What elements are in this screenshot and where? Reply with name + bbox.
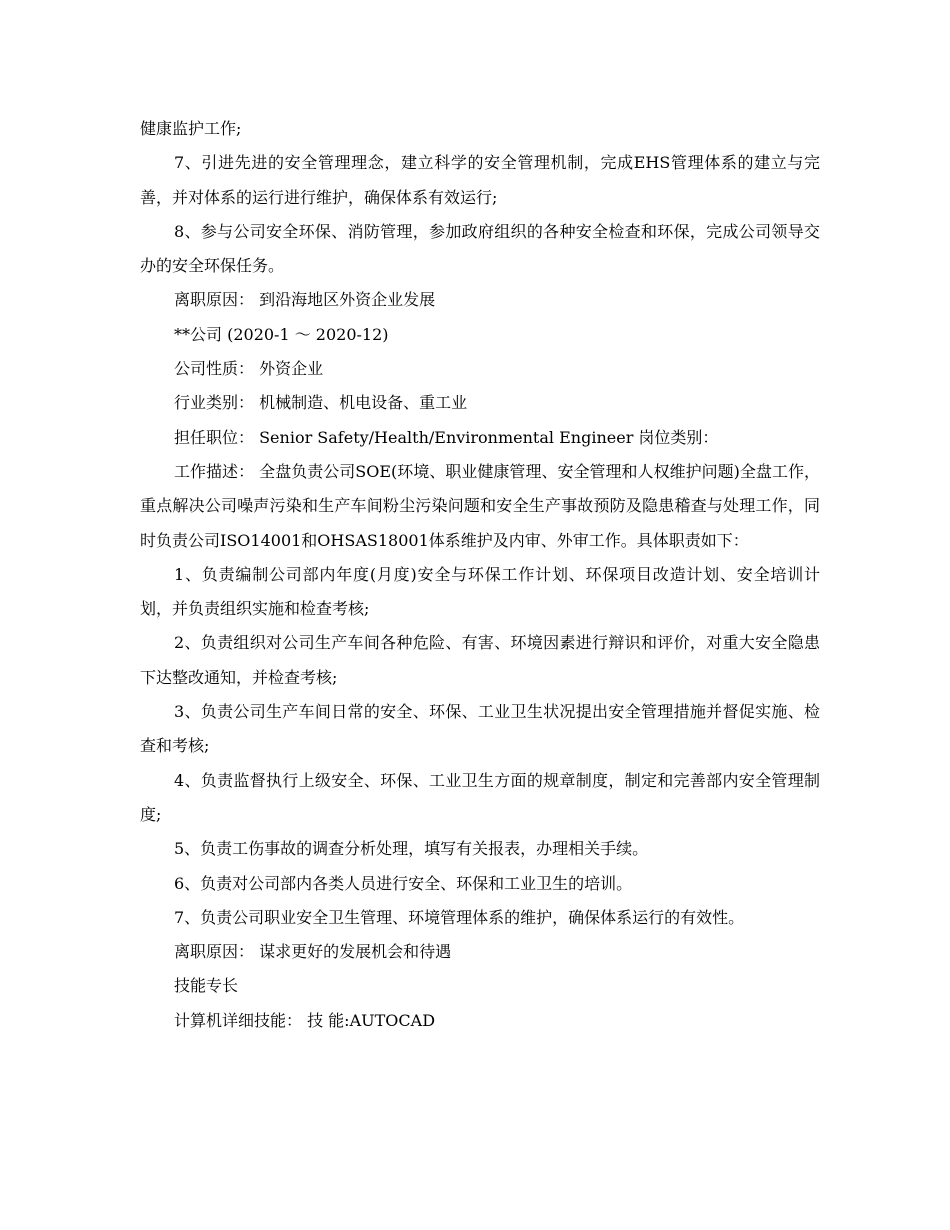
responsibility-3: 3、负责公司生产车间日常的安全、环保、工业卫生状况提出安全管理措施并督促实施、检查和考核; <box>140 702 820 756</box>
leave-reason-1: 离职原因： 到沿海地区外资企业发展 <box>174 290 436 310</box>
responsibility-1: 1、负责编制公司部内年度(月度)安全与环保工作计划、环保项目改造计划、安全培训计划，并负责组织实施和检查考核; <box>140 564 820 619</box>
paragraph-duty-8-fire-safety: 8、参与公司安全环保、消防管理，参加政府组织的各种安全检查和环保，完成公司领导交办的安全环保任务。 <box>140 221 820 276</box>
responsibility-5: 5、负责工伤事故的调查分析处理，填写有关报表，办理相关手续。 <box>174 839 649 859</box>
document-body <box>140 112 820 1038</box>
responsibility-7: 7、负责公司职业安全卫生管理、环境管理体系的维护，确保体系运行的有效性。 <box>174 907 745 927</box>
responsibility-2: 2、负责组织对公司生产车间各种危险、有害、环境因素进行辩识和评价，对重大安全隐患下达整改通知，并检查考核; <box>140 633 820 687</box>
industry-category: 行业类别： 机械制造、机电设备、重工业 <box>174 393 468 413</box>
company-nature: 公司性质： 外资企业 <box>174 359 324 379</box>
responsibility-4: 4、负责监督执行上级安全、环保、工业卫生方面的规章制度，制定和完善部内安全管理制度; <box>140 770 820 824</box>
job-position: 担任职位： Senior Safety/Health/Environmental Engineer 岗位类别： <box>174 427 719 447</box>
skills-heading: 技能专长 <box>174 976 239 996</box>
company-period: **公司 (2020-1 ～ 2020-12) <box>174 324 389 344</box>
paragraph-duty-7-ehs: 7、引进先进的安全管理理念，建立科学的安全管理机制，完成EHS管理体系的建立与完善，并对体系的运行进行维护，确保体系有效运行; <box>140 153 820 207</box>
responsibility-6: 6、负责对公司部内各类人员进行安全、环保和工业卫生的培训。 <box>174 873 633 893</box>
job-description: 工作描述： 全盘负责公司SOE(环境、职业健康管理、安全管理和人权维护问题)全盘工作，重点解决公司噪声污染和生产车间粉尘污染问题和安全生产事故预防及隐患稽查与处理工作，同时负责公司ISO14001和OHSAS18001体系维护及内审、外审工作。具体职责如下： <box>140 461 820 550</box>
computer-skills: 计算机详细技能： 技 能:AUTOCAD <box>174 1010 436 1030</box>
paragraph-health-monitoring: 健康监护工作; <box>140 119 242 138</box>
leave-reason-2: 离职原因： 谋求更好的发展机会和待遇 <box>174 942 452 962</box>
